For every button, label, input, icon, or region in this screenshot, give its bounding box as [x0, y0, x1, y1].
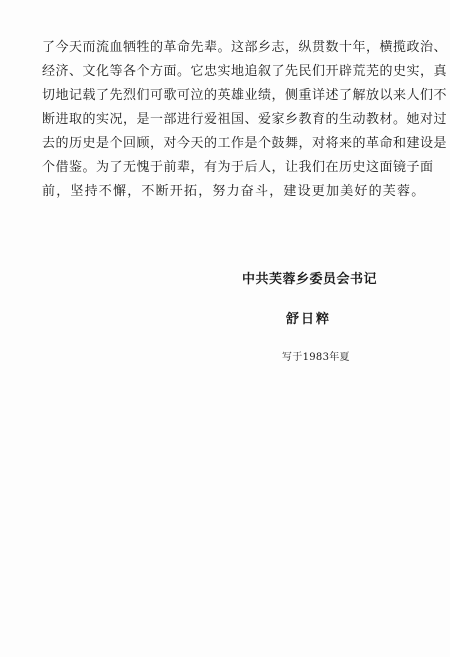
paragraph-line: 去的历史是个回顾，对今天的工作是个鼓舞，对将来的革命和建设是: [42, 136, 448, 151]
paragraph-line: 个借鉴。为了无愧于前辈，有为于后人，让我们在历史这面镜子面: [42, 160, 434, 175]
paragraph-line: 切地记载了先烈们可歌可泣的英雄业绩，侧重详述了解放以来人们不: [42, 88, 448, 103]
paragraph-line: 断进取的实况，是一部进行爱祖国、爱家乡教育的生动教材。她对过: [42, 112, 448, 127]
paragraph-line: 前，坚持不懈，不断开拓，努力奋斗，建设更加美好的芙蓉。: [42, 184, 426, 199]
signature-name: 舒日粹: [286, 312, 332, 327]
paragraph-line: 了今天而流血牺牲的革命先辈。这部乡志，纵贯数十年，横揽政治、: [42, 40, 448, 55]
preface-paragraph: [42, 36, 448, 204]
signature-organization: 中共芙蓉乡委员会书记: [242, 272, 378, 287]
paragraph-line: 经济、文化等各个方面。它忠实地追叙了先民们开辟荒芜的史实，真: [42, 64, 448, 79]
signature-date: 写于1983年夏: [282, 352, 350, 363]
